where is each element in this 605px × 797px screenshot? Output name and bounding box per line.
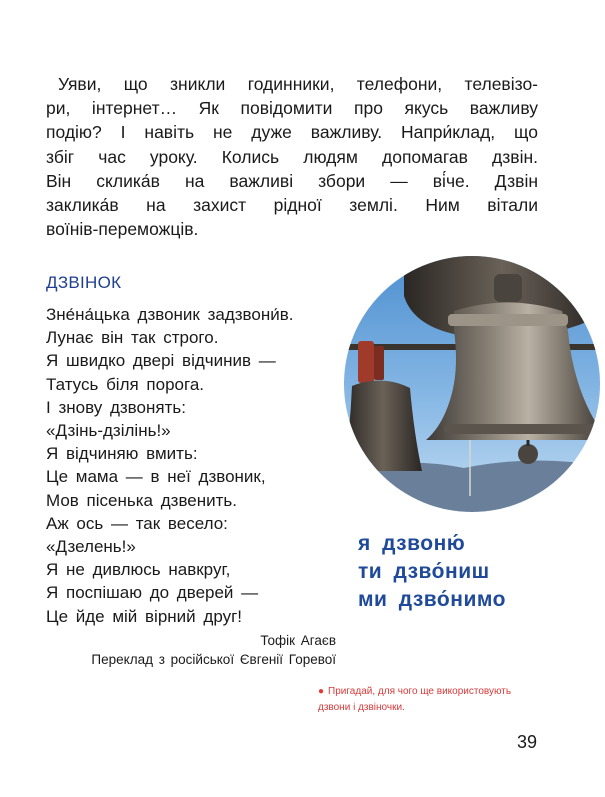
verb-forms	[358, 530, 506, 614]
verb-form-second-person: ти дзво́ниш	[358, 560, 490, 583]
task-text-line1: Пригадай, для чого ще використовують	[328, 686, 512, 697]
intro-line: Він склика́в на важливі збори — ві́че. Дзвін	[46, 170, 538, 191]
intro-paragraph	[46, 72, 538, 241]
intro-line: ри, інтернет… Як повідомити про якусь важливу	[46, 98, 538, 119]
intro-line: збіг час уроку. Колись людям допомагав дзвін.	[46, 146, 538, 167]
task-note	[318, 684, 558, 715]
poem-author: Тофік Агаєв	[260, 633, 336, 648]
poem-line: Я поспішаю до дверей —	[46, 583, 259, 603]
poem-line: «Дзінь-дзілінь!»	[46, 421, 171, 441]
poem-line: «Дзелень!»	[46, 537, 136, 557]
poem-line: Лунає він так строго.	[46, 328, 219, 348]
church-bells-photo	[344, 256, 600, 512]
poem-line: Аж ось — так весело:	[46, 513, 228, 533]
intro-line: заклика́в на захист рідної землі. Ним вітали	[46, 195, 538, 216]
poem-line: Зне́на́цька дзвоник задзвони́в.	[46, 305, 294, 324]
poem-line: Це йде мій вірний друг!	[46, 606, 243, 626]
bells-illustration	[344, 256, 600, 512]
poem-line: Це мама — в неї дзвоник,	[46, 467, 266, 487]
poem-line: Мов пісенька дзвенить.	[46, 490, 237, 510]
intro-line: воїнів-переможців.	[46, 219, 199, 240]
poem-line: Я швидко двері відчинив —	[46, 351, 276, 371]
page-number: 39	[517, 732, 538, 752]
poem-line: Татусь біля порога.	[46, 374, 205, 394]
intro-line: Уяви, що зникли годинники, телефони, телевізо-	[58, 74, 538, 94]
poem-line: Я відчиняю вмить:	[46, 444, 198, 464]
poem-line: Я не дивлюсь навкруг,	[46, 560, 231, 580]
poem-attribution	[46, 631, 336, 669]
poem-title: ДЗВІНОК	[46, 273, 122, 292]
task-text-line2: дзвони і дзвіночки.	[318, 701, 405, 713]
poem-line: І знову дзвонять:	[46, 397, 186, 417]
verb-form-plural: ми дзво́нимо	[358, 588, 506, 611]
red-dot-bullet-icon: ●	[318, 686, 325, 697]
verb-form-first-person: я дзвоню́	[358, 532, 466, 555]
poem-text	[46, 303, 346, 628]
intro-line: подію? І навіть не дуже важливу. Напри́клад, що	[46, 122, 538, 143]
poem-translation-credit: Переклад з російської Євгенії Горевої	[91, 652, 336, 667]
